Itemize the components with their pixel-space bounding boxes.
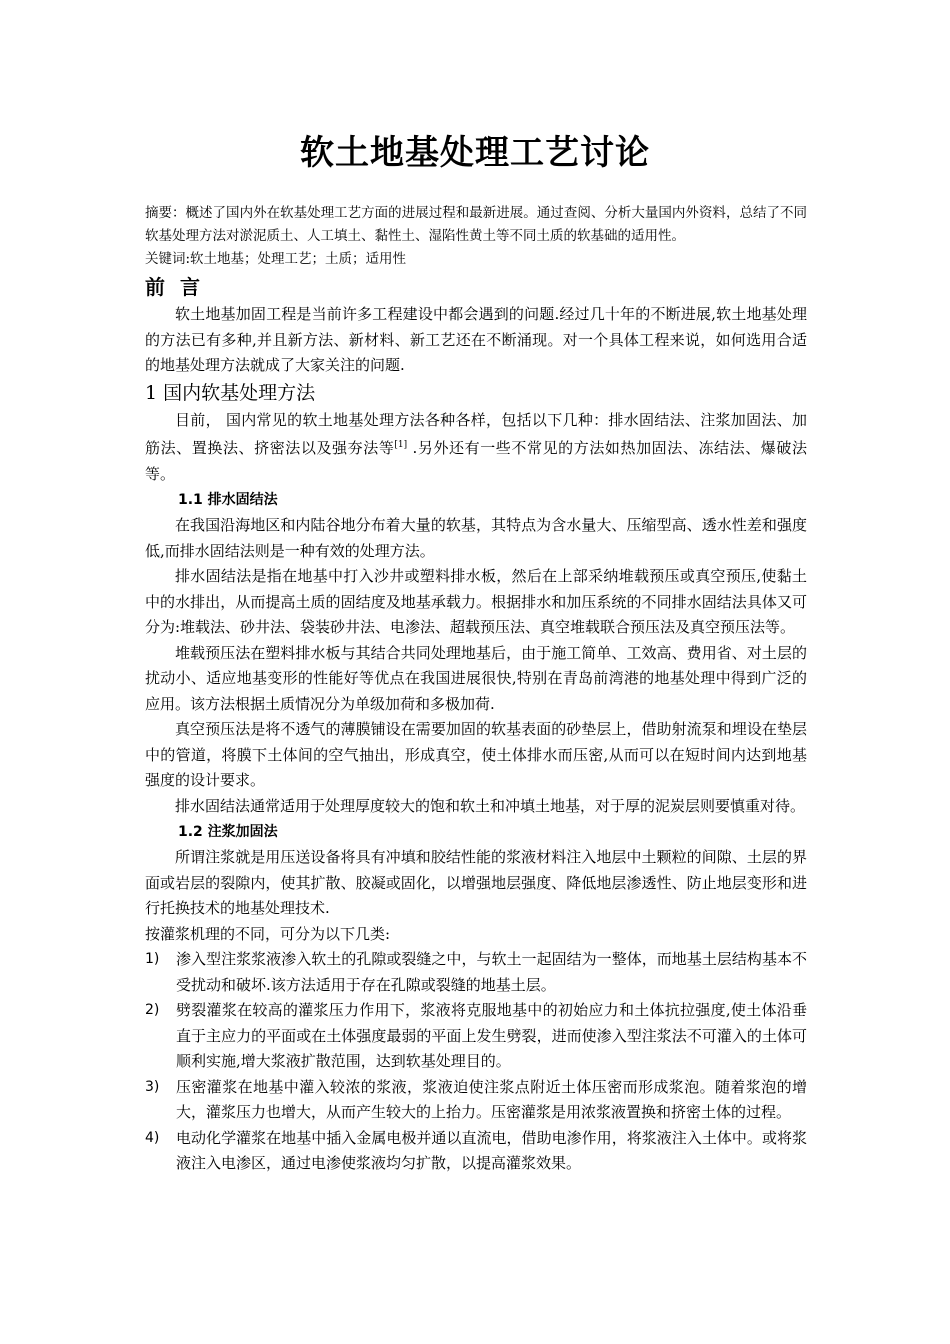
grouting-types-list bbox=[145, 947, 807, 1177]
section-1-intro bbox=[145, 408, 807, 488]
section-1-intro-text: 目前， 国内常见的软土地基处理方法各种各样，包括以下几种：排水固结法、注浆加固法、加筋法、置换法、挤密法以及强夯法等 bbox=[145, 410, 807, 457]
section-1-1-heading: 1.1 排水固结法 bbox=[178, 492, 278, 508]
paragraph: 排水固结法是指在地基中打入沙井或塑料排水板，然后在上部采纳堆载预压或真空预压,使黏土中的水排出，从而提高土质的固结度及地基承载力。根据排水和加压系统的不同排水固结法具体又可分为:堆载法、砂井法、袋装砂井法、电渗法、超载预压法、真空堆载联合预压法及真空预压法等。 bbox=[145, 567, 807, 636]
preface-paragraph: 软土地基加固工程是当前许多工程建设中都会遇到的问题.经过几十年的不断进展,软土地基处理的方法已有多种,并且新方法、新材料、新工艺还在不断涌现。对一个具体工程来说，如何选用合适的地基处理方法就成了大家关注的问题. bbox=[145, 305, 807, 374]
section-1-2-heading: 1.2 注浆加固法 bbox=[178, 824, 278, 840]
paragraph: 在我国沿海地区和内陆谷地分布着大量的软基，其特点为含水量大、压缩型高、透水性差和强度低,而排水固结法则是一种有效的处理方法。 bbox=[145, 516, 807, 560]
paragraph: 真空预压法是将不透气的薄膜铺设在需要加固的软基表面的砂垫层上，借助射流泵和埋设在垫层中的管道，将膜下土体间的空气抽出，形成真空，使土体排水而压密,从而可以在短时间内达到地基强度的设计要求。 bbox=[145, 720, 807, 789]
preface-heading: 前 言 bbox=[145, 275, 204, 299]
list-number: 4) bbox=[145, 1129, 160, 1146]
list-number: 1) bbox=[145, 951, 160, 967]
list-item bbox=[145, 998, 807, 1075]
list-number: 3) bbox=[145, 1078, 160, 1095]
paragraph: 排水固结法通常适用于处理厚度较大的饱和软土和冲填土地基，对于厚的泥炭层则要慎重对待。 bbox=[175, 796, 806, 815]
list-item-text: 压密灌浆在地基中灌入较浓的浆液，浆液迫使注浆点附近土体压密而形成浆泡。随着浆泡的增大，灌浆压力也增大，从而产生较大的上抬力。压密灌浆是用浓浆液置换和挤密土体的过程。 bbox=[176, 1077, 807, 1121]
paragraph: 堆载预压法在塑料排水板与其结合共同处理地基后，由于施工简单、工效高、费用省、对土层的扰动小、适应地基变形的性能好等优点在我国进展很快,特别在青岛前湾港的地基处理中得到广泛的应用。该方法根据土质情况分为单级加荷和多极加荷. bbox=[145, 643, 807, 713]
list-item-text: 劈裂灌浆在较高的灌浆压力作用下，浆液将克服地基中的初始应力和土体抗拉强度,使土体沿垂直于主应力的平面或在土体强度最弱的平面上发生劈裂，进而使渗入型注浆法不可灌入的土体可顺利实施,增大浆液扩散范围，达到软基处理目的。 bbox=[176, 1001, 807, 1070]
list-item bbox=[145, 947, 807, 998]
list-item-text: 电动化学灌浆在地基中插入金属电极并通以直流电，借助电渗作用，将浆液注入土体中。或将浆液注入电渗区，通过电渗使浆液均匀扩散，以提高灌浆效果。 bbox=[176, 1128, 807, 1172]
section-1-intro-text-cont: .另外还有一些不常见的方法如热加固法、冻结法、爆破法等。 bbox=[145, 439, 807, 483]
abstract: 摘要：概述了国内外在软基处理工艺方面的进展过程和最新进展。通过查阅、分析大量国内外资料，总结了不同软基处理方法对淤泥质土、人工填土、黏性土、湿陷性黄土等不同土质的软基础的适用性。 bbox=[145, 205, 807, 244]
list-item bbox=[145, 1075, 807, 1126]
section-1-heading: 1 国内软基处理方法 bbox=[145, 381, 316, 404]
paragraph: 所谓注浆就是用压送设备将具有冲填和胶结性能的浆液材料注入地层中土颗粒的间隙、土层的界面或岩层的裂隙内，使其扩散、胶凝或固化，以增强地层强度、降低地层渗透性、防止地层变形和进行托换技术的地基处理技术. bbox=[145, 848, 807, 917]
keywords: 关键词:软土地基；处理工艺；土质；适用性 bbox=[145, 251, 407, 267]
paragraph: 按灌浆机理的不同，可分为以下几类: bbox=[145, 924, 391, 943]
list-item bbox=[145, 1126, 807, 1177]
document-body bbox=[145, 202, 807, 1177]
citation-ref: [1] bbox=[394, 440, 408, 450]
list-number: 2) bbox=[145, 1002, 160, 1018]
list-item-text: 渗入型注浆浆液渗入软土的孔隙或裂缝之中，与软土一起固结为一整体，而地基土层结构基本不受扰动和破坏.该方法适用于存在孔隙或裂缝的地基土层。 bbox=[176, 950, 807, 994]
document-title: 软土地基处理工艺讨论 bbox=[300, 133, 650, 173]
